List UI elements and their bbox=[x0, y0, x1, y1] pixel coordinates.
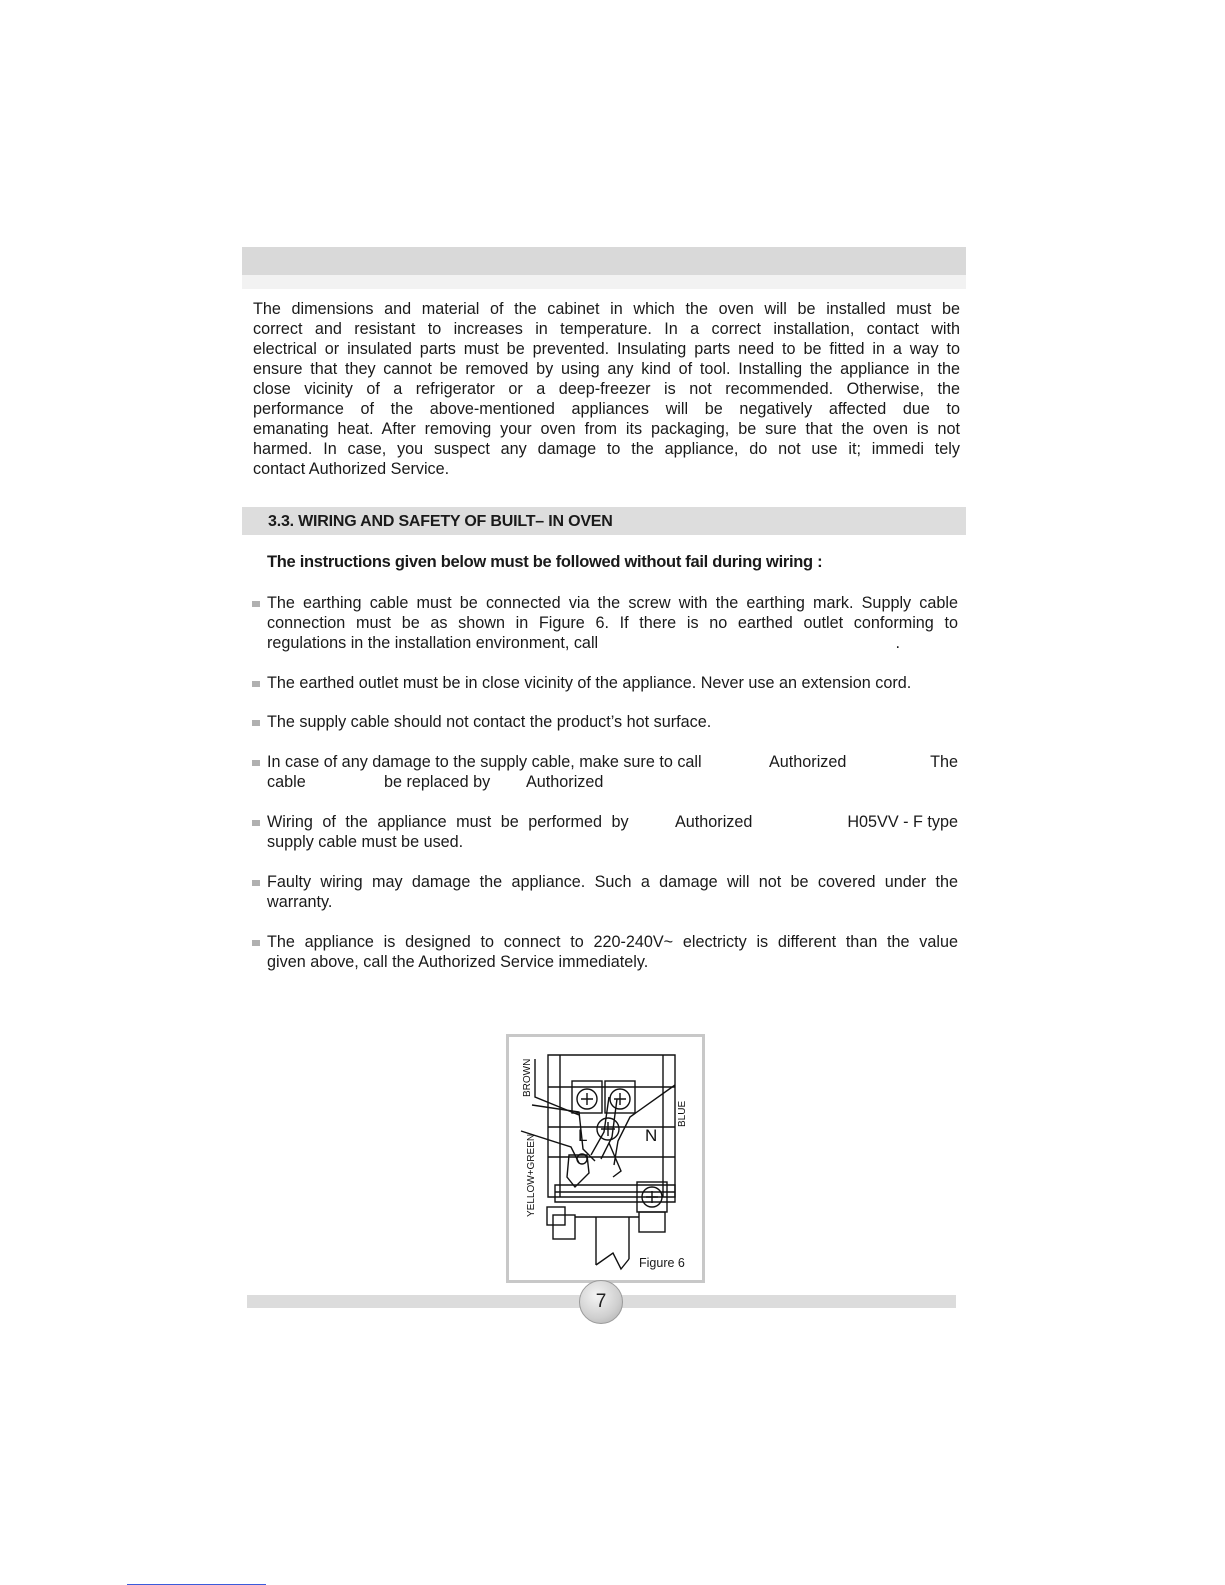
bullet-wiring bbox=[267, 812, 958, 852]
bullet-line: supply cable must be used. bbox=[267, 833, 464, 851]
bullet-marker bbox=[252, 820, 260, 826]
bullet-marker bbox=[252, 681, 260, 687]
header-bar bbox=[242, 247, 966, 275]
intro-line: performance of the above-mentioned appliances will be negatively affected due to bbox=[253, 400, 960, 418]
bullet-segment: The bbox=[930, 753, 958, 771]
bullet-segment: Wiring of the appliance must be performed by bbox=[267, 813, 629, 831]
figure-caption: Figure 6 bbox=[639, 1256, 685, 1270]
bullet-line-row bbox=[267, 772, 958, 792]
bullet-segment: Authorized bbox=[526, 773, 604, 791]
bullet-earthed-outlet bbox=[267, 673, 958, 693]
bullet-line: The earthed outlet must be in close vicinity of the appliance. Never use an extension cord. bbox=[267, 674, 912, 692]
intro-line: electrical or insulated parts must be prevented. Insulating parts need to be fitted in a way to bbox=[253, 340, 960, 358]
bullet-marker bbox=[252, 720, 260, 726]
section-title: 3.3. WIRING AND SAFETY OF BUILT– IN OVEN bbox=[268, 513, 613, 530]
bullet-supply-cable bbox=[267, 712, 958, 732]
page-number: 7 bbox=[595, 1291, 607, 1312]
bullet-line: connection must be as shown in Figure 6. If there is no earthed outlet conforming to bbox=[267, 614, 958, 632]
terminal-label-n: N bbox=[645, 1126, 658, 1145]
intro-line: harmed. In case, you suspect any damage to the appliance, do not use it; immedi tely bbox=[253, 440, 960, 458]
bullet-line: regulations in the installation environment, call bbox=[267, 634, 599, 652]
bullet-line: warranty. bbox=[267, 893, 333, 911]
bullet-line-split bbox=[267, 633, 958, 653]
bullet-marker bbox=[252, 760, 260, 766]
intro-paragraph bbox=[253, 299, 960, 479]
figure-6-wiring-diagram bbox=[506, 1034, 705, 1283]
terminal-block-diagram bbox=[509, 1037, 702, 1280]
wire-label-brown: BROWN bbox=[522, 1058, 533, 1097]
bullet-segment: cable bbox=[267, 773, 306, 791]
wire-label-yellow-green: YELLOW+GREEN bbox=[526, 1133, 537, 1217]
terminal-label-l: L bbox=[578, 1126, 588, 1145]
intro-line: ensure that they cannot be removed by using any kind of tool. Installing the appliance in the bbox=[253, 360, 960, 378]
intro-line: close vicinity of a refrigerator or a deep-freezer is not recommended. Otherwise, the bbox=[253, 380, 960, 398]
bullet-segment: H05VV - F type bbox=[847, 813, 958, 831]
header-bar-shadow bbox=[242, 275, 966, 289]
bullet-earthing bbox=[267, 593, 958, 653]
bullet-line: Faulty wiring may damage the appliance. Such a damage will not be covered under the bbox=[267, 873, 958, 891]
intro-line: contact Authorized Service. bbox=[253, 460, 450, 478]
instructions-heading: The instructions given below must be followed without fail during wiring : bbox=[267, 553, 823, 571]
wire-label-blue: BLUE bbox=[677, 1100, 688, 1127]
bullet-segment: Authorized bbox=[675, 813, 753, 831]
bullet-line: The earthing cable must be connected via the screw with the earthing mark. Supply cable bbox=[267, 594, 958, 612]
bullet-marker bbox=[252, 940, 260, 946]
bullet-segment: be replaced by bbox=[384, 773, 491, 791]
bullet-line-row bbox=[267, 812, 958, 832]
page-number-badge bbox=[579, 1280, 623, 1324]
intro-line: correct and resistant to increases in temperature. In a correct installation, contact with bbox=[253, 320, 960, 338]
bullet-line: The appliance is designed to connect to 220-240V~ electricty is different than the value bbox=[267, 933, 958, 951]
bullet-marker bbox=[252, 880, 260, 886]
bullet-line: given above, call the Authorized Service immediately. bbox=[267, 953, 649, 971]
bullet-marker bbox=[252, 601, 260, 607]
bullet-cable-damage bbox=[267, 752, 958, 792]
bullet-line-row bbox=[267, 752, 958, 772]
bullet-faulty-wiring bbox=[267, 872, 958, 912]
bullet-voltage bbox=[267, 932, 958, 972]
bullet-segment: Authorized bbox=[769, 753, 847, 771]
bullet-line: The supply cable should not contact the product’s hot surface. bbox=[267, 713, 712, 731]
intro-line: emanating heat. After removing your oven from its packaging, be sure that the oven is not bbox=[253, 420, 960, 438]
bullet-line-end: . bbox=[895, 634, 900, 652]
bullet-segment: In case of any damage to the supply cable, make sure to call bbox=[267, 753, 702, 771]
intro-line: The dimensions and material of the cabinet in which the oven will be installed must be bbox=[253, 300, 960, 318]
